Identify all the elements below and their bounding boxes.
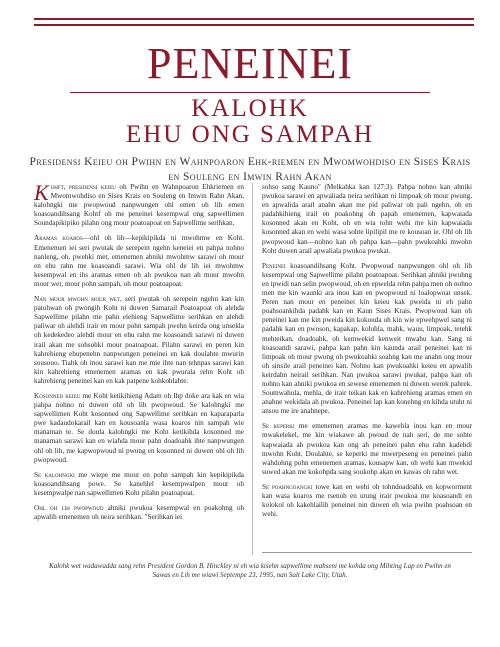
lead-in: Peneinei bbox=[262, 261, 286, 270]
column-divider bbox=[252, 183, 253, 555]
paragraph-3 bbox=[34, 295, 244, 386]
paragraph-text: sohso sang Kauno" (Melkahka kan 127:3). Pahpa nohno kan ahniki pwukoa sarawi en apwaliada neira serihkan ni limpoak oh mour pwung, en apwalida arail anahn akan me pid paliwar oh pali ngehn, oh en padahkihieng irail en poakohng oh papah emenemen, kapwaiada kosonned akan en Koht, oh en wia tohn wehi me kin kapwaiada kosonned akan en wehi wasa sohte lipilipil me re kousoan ie. Ohl oh lih pwopwoud kan—nohno kan oh pahpa kan—pahn pwukoahki mwohn Koht duwen arail apwaliala pwukoa pwukat. bbox=[262, 183, 472, 255]
paragraph-text: —ohl oh lih—kepikipikda ni mwohmw en Koht. Emenemen iei seri pwutak de serepein ngehn keneiei en pahpa nohno nanleng, oh, pwehki met, emenemen ahniki mwohmw sarawi oh mour en ehu rahn me koasoandi sarawi. Wia ohl de lih iei mwohmw kesempwal en ihs aramas emen oh ah pwukoa nan ah mour mwohn mour wet, mour pohn sampah, oh mour poatoapoat. bbox=[34, 234, 244, 288]
paragraph-text: me wiepe me mour en pohn sampah kin kepikipikda koasoandihsang powe. Se kanehlel kesempwalpen mour oh kesempwalpe nan sapwellimen Koht pilahn poatoapoat. bbox=[34, 470, 244, 497]
paragraph-9 bbox=[262, 483, 472, 519]
paragraph-6 bbox=[34, 504, 244, 522]
paragraph-continued bbox=[262, 183, 472, 256]
lead-in: Se poahngoangki bbox=[262, 482, 313, 491]
lead-in: Nan mour mwohn mour wet bbox=[34, 295, 121, 304]
byline: Presidensi Keieu oh Pwihn en Wahnpoaron Ehk-riemen en Mwomwohdiso en Sises Krais en Souleng en Imwin Rahn Akan bbox=[29, 156, 471, 183]
lead-in: ohft, presidensi keieu bbox=[50, 183, 116, 191]
paragraph-text: koasoandihsang Koht. Pwopwoud nanpwungen ohl oh lih kesempwal ong Sapwellime pilahn poatoapoat. Serihkan ahniki pwuhng en ipwidi nan selin pwopwoud, oh en epwelda rehn pahpa men oh nohno men me kin waunki ara inou kan en pwopwoud ni loalopwoat unsek. Peren nan mour en peneinei kin keieu kak pweida ni eh pahn poahsoankihda padahk kan en Kaun Sises Krais. Pwopwoud kan oh peneinei kan me kin pweida kin kokouda oh kin wie epwehpwel sang ni padahk kan en pwoson, kapakap, koluhla, mahk, wauu, limpoak, tetehk mehteikan, doadoahk, oh kemwekid kenweit mwahu kan. Sang ni koasoandi sarawi, pahpa kan pahn kin kaunda arail peneinei kan ni limpoak oh mour pwung oh pwukoahki soahng kan me anahn ong mour oh sinsile arail peneinei kan. Nohno kan pwukoahki keieu en apwalih keirdahn neirail serihkan. Nan pwukoa sarawi pwukat, pahpa kan oh nohno kan ahniki pwukoa en sewese emenemen ni duwen werek pahrek. Soumwahula, mehla, de irair teikan kak en kahrehieng aramas emen en anahne wekidala ah pwukoa. Peneinei lap kan konehng en kihda utuht ni ansou me ire anahnepe. bbox=[262, 261, 472, 416]
paragraph-text: ahniki pwukoa kesempwal en poakohng oh apwalih emenemen oh neira serihkan. "Serihkan iei bbox=[34, 504, 245, 522]
paragraph-4 bbox=[34, 392, 244, 465]
lead-in: Se kalohngki bbox=[34, 470, 75, 479]
drop-cap: K bbox=[34, 180, 49, 205]
lead-in: Aramas koaros bbox=[34, 234, 83, 243]
paragraph-text: oh Pwihn en Wahnpoaron Ehkriemen en Mwomwohdiso en Sises Krais en Souleng en Imwin Rahn Akan, kalohngki me pwopwoud nanpwungen ohl emen oh lih emen koasoandihsang Kohtf oh me peneinei kesempwal ong sapwellimen Soundapikipiko pilahn ong mour poatoapoat en Sapwellime serihkan. bbox=[34, 183, 245, 228]
caption-rule bbox=[262, 552, 472, 553]
paragraph-5 bbox=[34, 471, 244, 498]
lead-in: Se keperki bbox=[262, 422, 295, 431]
paragraph-2 bbox=[34, 234, 244, 289]
lead-in: Kosonned keieu bbox=[34, 391, 81, 400]
top-rule bbox=[34, 18, 474, 20]
caption: Kalohk wet wadawadda sang rehn President Gordon B. Hinckley ni eh wia kisehn sapwellime mahseni me kohda ong Mihting Lap en Pwihn en Sawas en Lih me wiawi Septempe 23, 1995, nan Salt Lake City, Utah. bbox=[49, 562, 451, 579]
paragraph-text: me emenemen aramas me kawehla inou kan en mour mwakelekel, me kin wiakawe ah pwoud de nah seri, de me sohte kapwaiada ah pwukoa kan ong ah peneinei pahn ehu rahn kadehdi mwohn Koht. Doulahte, se keperki me mwerpeseng en peneinei pahn wahdohng pohn emenemen aramas, kousapw kan, oh wehi kan mwekid suwed akan me kokohpda sang soukohp akan en kawas oh rahn wet. bbox=[262, 422, 472, 476]
paragraph-1 bbox=[34, 180, 245, 228]
paragraph-8 bbox=[262, 422, 472, 477]
paragraph-text: me Koht ketikihieng Adam oh Ihp doke ara kak en wia pahpa nohno ni duwen ohl oh lih pwopwoud. Se kalohngki me sapwellimen Koht kosonned ong Sapwellime serihkan en kaparaparla pwe kadaudokarail kan en kousoanla wasa koaros nin sampah wie manaman te. Se doula kalohngki me Koht ketikihda kosonned me manaman sarawi kan en wiahda mour pahn doadoahk ihte nanpwungen ohl oh lih, me kapwopwoud ni pwung en kosonned ni duwen ohl oh lih pwopwoud. bbox=[34, 391, 244, 464]
top-rule-second bbox=[34, 24, 474, 26]
paragraph-text: towe kan en wehi oh tohndoadoahk en kopworment kan wasa koaros me rsenoh en utung irair pwukoa me koasoandi en kolokol oh kakehlailih peneinei nin duwen eh wia pwihn poahsoan en wehi. bbox=[262, 482, 472, 519]
paragraph-7 bbox=[262, 262, 472, 417]
page-title: PENEINEI bbox=[147, 39, 353, 88]
subtitle-line1: KALOHK bbox=[191, 95, 309, 122]
left-column bbox=[34, 180, 245, 528]
right-column bbox=[262, 183, 472, 525]
subtitle-line2: EHU ONG SAMPAH bbox=[126, 121, 374, 148]
title-rule bbox=[70, 92, 430, 93]
paragraph-text: , seri pwutak oh serepein ngehn kan kin patohwan oh pwongih Koht ni duwen Samarail Poatoapoat oh alehda Sapwellime pilahn me pahn elehieng Sapwellime serihkan en alehdi paliwar oh alehdi irair en mour pohn sampah pwehn keirda ong unsekla oh kedekedeo alehdi mour en ehu rahn me koasoandi sarawi ni duwen irail akan me sohsohki mour poatoapoat. Pilahn sarawi en peren kin kahrehieng ehupenehn nanpwungen peneinei en kak doulahte mwurin sousouo. Tiahk oh inou sarawi kan me mie ihte nan tehnpas sarawi kan kin kahrehieng emenemen aramas en kak pwurala rehn Koht oh kahrehieng peneinei kan en kak patpene kohkohlahte. bbox=[34, 295, 244, 385]
lead-in: Ohl oh lih pwopwoud bbox=[34, 504, 104, 512]
